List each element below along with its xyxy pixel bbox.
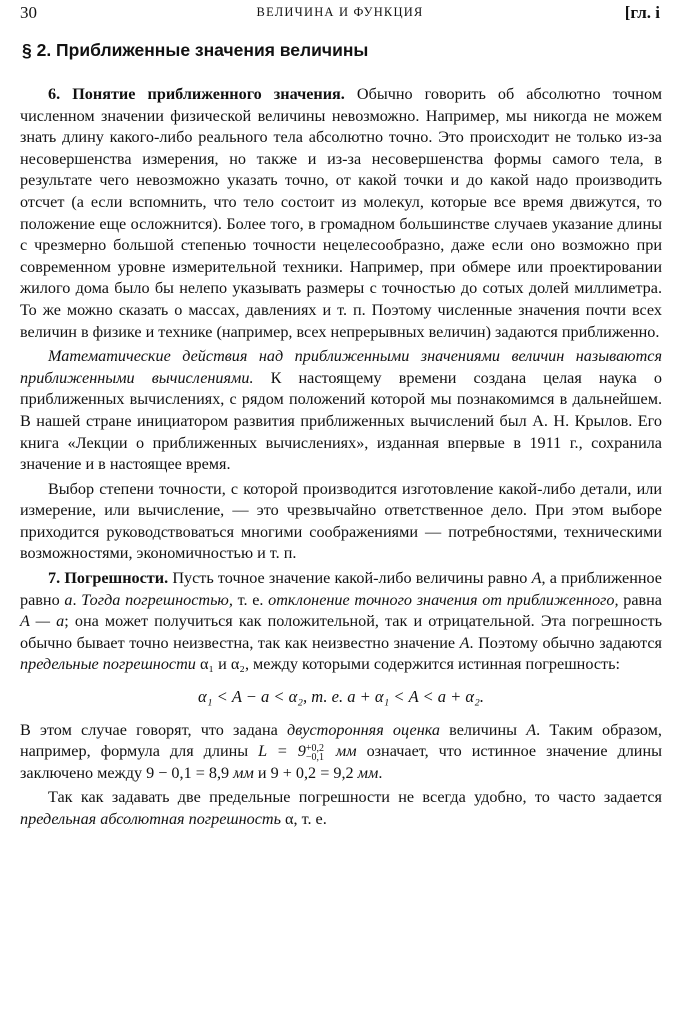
- math-expression: A — a: [20, 612, 65, 631]
- math-var: A: [531, 569, 542, 588]
- paragraph-approximate-calculations: [20, 346, 662, 476]
- unit: мм: [357, 763, 379, 782]
- text-run: ; она может получиться как положительной, так и отрицательной. Эта погрешность обычно бывает точно неизвестна, так как неизвестно значение: [20, 612, 662, 652]
- term-italic: отклонение точного значения от приближенного,: [268, 590, 619, 609]
- subsection-heading: 6. Понятие приближенного значения.: [48, 85, 345, 103]
- text-run: величины: [439, 720, 527, 739]
- paragraph-two-sided-estimate: [20, 720, 662, 785]
- paragraph-errors: [20, 568, 662, 676]
- paragraph-text: Выбор степени точности, с которой производится изготовление какой-либо детали, или измерение, или вычисление, — это чрезвычайно ответственное дело. При этом выборе приходится руководствоваться многими соображениями — потребностями, техническими возможностями, экономичностью и т. п.: [20, 479, 662, 563]
- paragraph-text: Обычно говорить об абсолютно точном численном значении физической величины невозможно. Например, мы никогда не можем знать длину какого-либо реального тела абсолютно точно. Это происходит не только из-за несовершенства измерения, но также и из-за несовершенства формы самого тела, в результате чего невозможно указать точно, от какой точки и до какой надо производить отсчет (а если вспомнить, что тело состоит из молекул, которые все время движутся, то положение еще осложнится). Более того, в громадном большинстве случаев указание длины с чрезмерно большой степенью точности нецелесообразно, даже если оно возможно при современном уровне измерительной техники. Например, при обмере или проектировании жилого дома было бы нелепо указывать размеры с точностью до сотых долей миллиметра. То же можно сказать о массах, давлениях и т. п. Поэтому численные значения почти всех величин в физике и технике (например, всех непрерывных величин) задаются приближенно.: [20, 85, 662, 341]
- definition-italic: Математические действия над приближенными значениями величин называются приближенными вычислениями.: [20, 347, 662, 387]
- text-run: α₁ и α₂, между которыми содержится истинная погрешность:: [195, 655, 620, 674]
- paragraph-approximate-value: [20, 84, 662, 343]
- text-run: .: [378, 763, 383, 782]
- term-italic: двусторонняя оценка: [287, 720, 440, 739]
- text-run: α, т. е.: [280, 810, 327, 828]
- paragraph-absolute-error: [20, 787, 662, 830]
- text-run: .: [72, 590, 82, 609]
- term-italic: предельная абсолютная погрешность: [20, 810, 281, 828]
- display-formula: α₁ < A − a < α₂, т. е. a + α₁ < A < a + α₂.: [198, 687, 484, 707]
- text-run: означает, что истинное значение длины заключено между 9 − 0,1 = 8,9: [20, 742, 662, 782]
- term-italic: предельные погрешности: [20, 655, 196, 674]
- math-var: A: [526, 720, 537, 739]
- text-run: . Таким образом, например, формула для длины: [20, 720, 662, 761]
- text-run: равна: [618, 590, 662, 609]
- math-var: A: [459, 633, 470, 652]
- lower-bound: −0,1: [305, 751, 324, 763]
- math-expression: L = 9: [258, 742, 306, 761]
- term-italic: Тогда погрешностью,: [81, 590, 233, 609]
- subsection-heading: 7. Погрешности.: [48, 569, 169, 588]
- error-bounds: [306, 744, 324, 762]
- paragraph-text: К настоящему времени создана целая наука о приближенных вычислениях, с рядом положений которой мы познакомимся в дальнейшем. В нашей стране инициатором развития приближенных вычислений был А. Н. Крылов. Его книга «Лекции о приближенных вычислениях», изданная впервые в 1911 г., сохранила значение и в настоящее время.: [20, 368, 663, 474]
- body-text: [20, 84, 662, 831]
- paragraph-precision-choice: [20, 479, 662, 565]
- unit: мм: [325, 742, 357, 761]
- text-run: и 9 + 0,2 = 9,2: [253, 763, 358, 782]
- section-title: § 2. Приближенные значения величины: [22, 40, 369, 60]
- upper-bound: +0,2: [305, 742, 324, 754]
- text-run: Так как задавать две предельные погрешности не всегда удобно, то часто задается: [48, 788, 662, 807]
- text-run: Пусть точное значение какой-либо величины равно: [168, 569, 532, 588]
- math-var: a: [64, 590, 73, 609]
- running-title: ВЕЛИЧИНА И ФУНКЦИЯ: [256, 5, 424, 19]
- text-run: В этом случае говорят, что задана: [20, 720, 288, 739]
- text-run: , а приближенное равно: [20, 569, 662, 609]
- text-run: т. е.: [232, 590, 269, 609]
- unit: мм: [233, 763, 254, 782]
- page-number: 30: [20, 3, 37, 22]
- text-run: . Поэтому обычно задаются: [469, 633, 662, 652]
- chapter-label: [гл. i: [624, 3, 660, 22]
- running-header: [20, 3, 660, 27]
